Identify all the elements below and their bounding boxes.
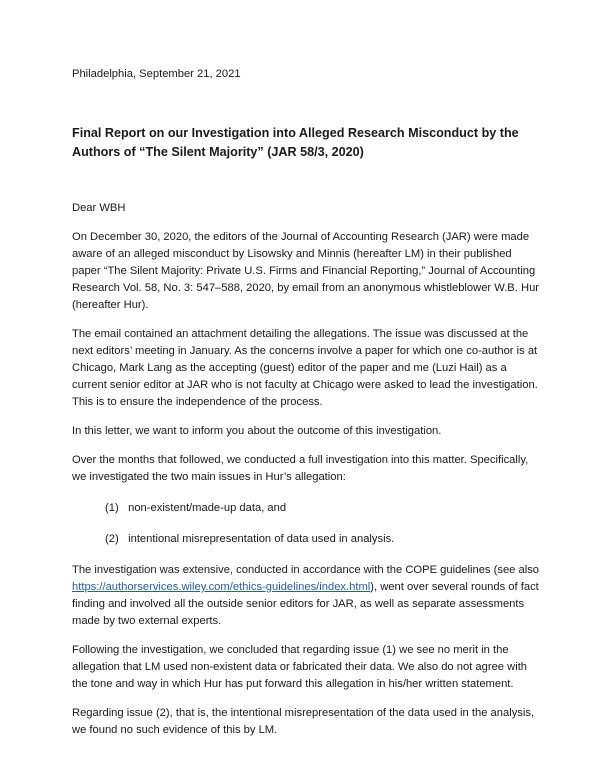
paragraph-background: On December 30, 2020, the editors of the Journal of Accounting Research (JAR) were made aware of an alleged misconduct by Lisowsky and Minnis (hereafter LM) in their published paper “The Silent Majority: Private U.S. Firms and Financial Reporting,” Journal of Accounting Research Vol. 58, No. 3: 547–588, 2020, by email from an anonymous whistleblower W.B. Hur (hereafter Hur).	[72, 231, 540, 311]
paragraph-finding-issue-1: Following the investigation, we concluded that regarding issue (1) we see no merit in the allegation that LM used non-existent data or fabricated their data. We also do not agree with the tone and way in which Hur has put forward this allegation in his/her written statement.	[72, 644, 528, 690]
cope-guidelines-link[interactable]: https://authorservices.wiley.com/ethics-guidelines/index.html	[72, 581, 371, 593]
paragraph-purpose: In this letter, we want to inform you about the outcome of this investigation.	[72, 425, 442, 437]
report-title	[72, 124, 540, 162]
paragraph-method	[72, 562, 540, 630]
report-title-line-1: Final Report on our Investigation into Alleged Research Misconduct by the	[72, 126, 519, 140]
method-text-start: The investigation was extensive, conducted in accordance with the COPE guidelines (see also	[72, 564, 540, 576]
method-text-end: ), went over several rounds of fact finding and involved all the outside senior editors for JAR, as well as separate assessments made by two external experts.	[72, 581, 539, 627]
paragraph-scope: Over the months that followed, we conducted a full investigation into this matter. Specifically, we investigated the two main issues in Hur’s allegation:	[72, 454, 529, 483]
issue-number: (2)	[105, 533, 119, 545]
salutation: Dear WBH	[72, 202, 126, 214]
issues-list	[72, 500, 540, 548]
issue-text: non-existent/made-up data, and	[128, 502, 287, 514]
issue-text: intentional misrepresentation of data used in analysis.	[128, 533, 395, 545]
dateline: Philadelphia, September 21, 2021	[72, 68, 241, 80]
issue-item	[105, 531, 540, 548]
issue-item	[105, 500, 540, 517]
report-title-line-2: Authors of “The Silent Majority” (JAR 58/3, 2020)	[72, 145, 364, 159]
issue-number: (1)	[105, 502, 119, 514]
paragraph-finding-issue-2: Regarding issue (2), that is, the intentional misrepresentation of the data used in the analysis, we found no such evidence of this by LM.	[72, 707, 535, 736]
paragraph-process: The email contained an attachment detailing the allegations. The issue was discussed at the next editors’ meeting in January. As the concerns involve a paper for which one co-author is at Chicago, Mark Lang as the accepting (guest) editor of the paper and me (Luzi Hail) as a current senior editor at JAR who is not faculty at Chicago were asked to lead the investigation. This is to ensure the independence of the process.	[72, 328, 538, 408]
